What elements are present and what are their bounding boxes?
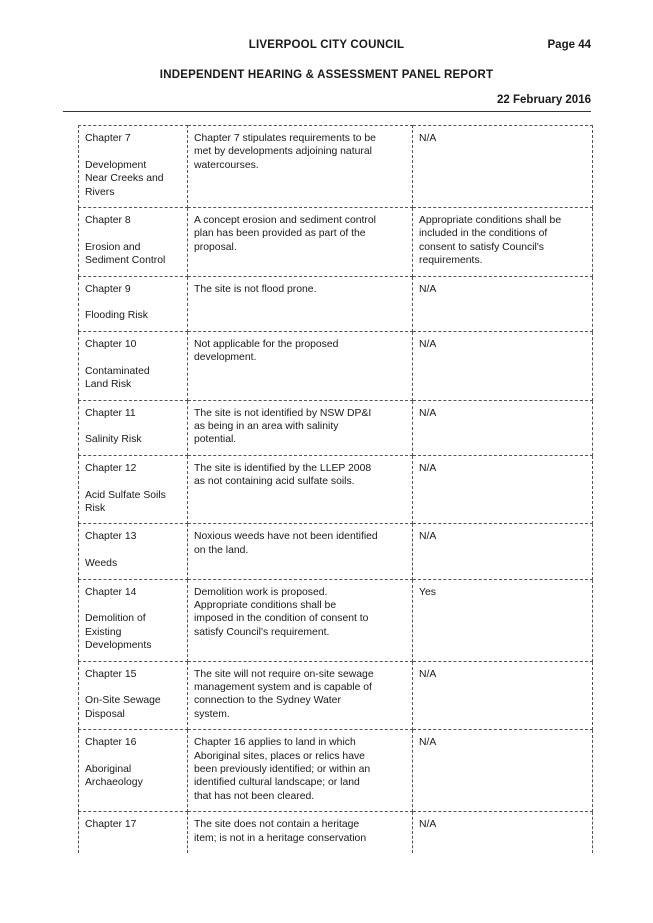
chapter-cell: Chapter 14 Demolition of Existing Developments [79, 579, 188, 661]
comment-cell: Demolition work is proposed. Appropriate conditions shall be imposed in the condition of consent to satisfy Council's requirement. [188, 579, 413, 661]
chapter-cell: Chapter 9 Flooding Risk [79, 276, 188, 331]
comment-cell: Noxious weeds have not been identified on the land. [188, 524, 413, 579]
comment-cell: Chapter 7 stipulates requirements to be met by developments adjoining natural watercourses. [188, 126, 413, 208]
comment-cell: The site is not identified by NSW DP&I as being in an area with salinity potential. [188, 400, 413, 455]
compliance-cell: N/A [413, 730, 593, 812]
comment-cell: The site will not require on-site sewage management system and is capable of connection to the Sydney Water system. [188, 661, 413, 730]
report-title: INDEPENDENT HEARING & ASSESSMENT PANEL REPORT [159, 69, 494, 81]
chapter-cell: Chapter 15 On-Site Sewage Disposal [79, 661, 188, 730]
chapter-cell: Chapter 16 Aboriginal Archaeology [79, 730, 188, 812]
compliance-cell: N/A [413, 812, 593, 853]
comment-cell: The site does not contain a heritage item; is not in a heritage conservation [188, 812, 413, 853]
comment-cell: Not applicable for the proposed development. [188, 331, 413, 400]
page-number: Page 44 [547, 39, 591, 51]
table-row [79, 331, 593, 400]
compliance-cell: N/A [413, 331, 593, 400]
chapter-cell: Chapter 13 Weeds [79, 524, 188, 579]
comment-cell: The site is identified by the LLEP 2008 as not containing acid sulfate soils. [188, 455, 413, 524]
chapter-cell: Chapter 10 Contaminated Land Risk [79, 331, 188, 400]
table-row [79, 579, 593, 661]
compliance-cell: Appropriate conditions shall be included in the conditions of consent to satisfy Council's requirements. [413, 208, 593, 277]
comment-cell: A concept erosion and sediment control plan has been provided as part of the proposal. [188, 208, 413, 277]
chapter-cell: Chapter 7 Development Near Creeks and Rivers [79, 126, 188, 208]
chapter-cell: Chapter 8 Erosion and Sediment Control [79, 208, 188, 277]
comment-cell: Chapter 16 applies to land in which Aboriginal sites, places or relics have been previously identified; or within an identified cultural landscape; or land that has not been cleared. [188, 730, 413, 812]
chapter-cell: Chapter 17 [79, 812, 188, 853]
table-row [79, 661, 593, 730]
compliance-cell: N/A [413, 661, 593, 730]
table-row [79, 400, 593, 455]
chapter-cell: Chapter 12 Acid Sulfate Soils Risk [79, 455, 188, 524]
compliance-cell: N/A [413, 126, 593, 208]
compliance-cell: N/A [413, 276, 593, 331]
table-row [79, 126, 593, 208]
compliance-table [78, 125, 593, 853]
table-row [79, 208, 593, 277]
page-header-council: LIVERPOOL CITY COUNCIL [248, 39, 405, 51]
compliance-cell: N/A [413, 455, 593, 524]
report-date: 22 February 2016 [497, 94, 591, 106]
table-row [79, 276, 593, 331]
chapter-cell: Chapter 11 Salinity Risk [79, 400, 188, 455]
table-row [79, 455, 593, 524]
table-row [79, 812, 593, 853]
compliance-cell: N/A [413, 524, 593, 579]
compliance-cell: Yes [413, 579, 593, 661]
header-divider [63, 111, 591, 112]
compliance-cell: N/A [413, 400, 593, 455]
table-row [79, 524, 593, 579]
table-row [79, 730, 593, 812]
comment-cell: The site is not flood prone. [188, 276, 413, 331]
